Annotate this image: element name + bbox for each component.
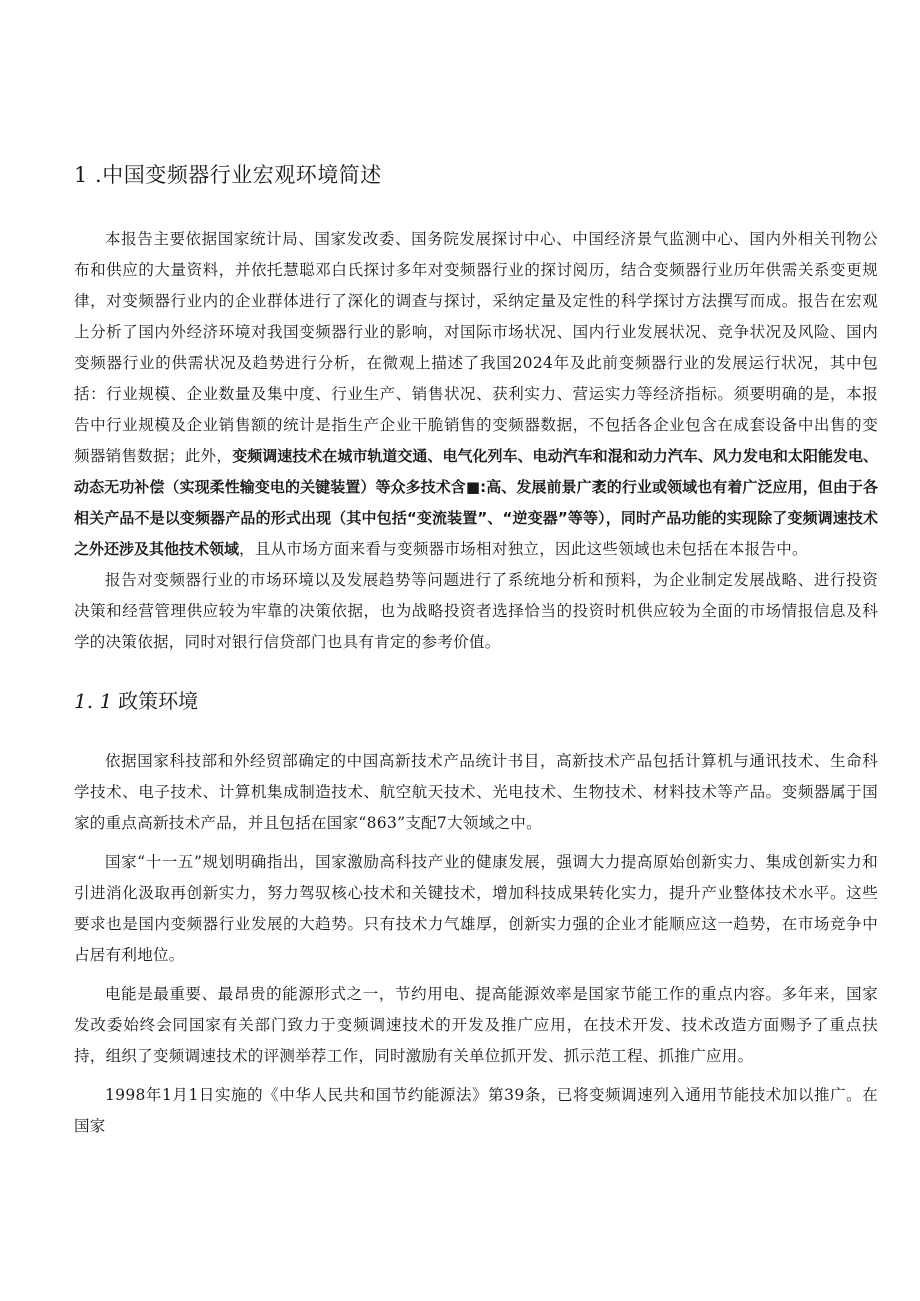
paragraph-report-purpose: 报告对变频器行业的市场环境以及发展趋势等问题进行了系统地分析和预料，为企业制定发展战略、进行投资决策和经营管理供应较为牢靠的决策依据，也为战略投资者选择恰当的投资时机供应较为全面的市场情报信息及科学的决策依据，同时对银行信贷部门也具有肯定的参考价值。 xyxy=(74,571,878,651)
paragraph-high-tech-catalog: 依据国家科技部和外经贸部确定的中国高新技术产品统计书目，高新技术产品包括计算机与通讯技术、生命科学技术、电子技术、计算机集成制造技术、航空航天技术、光电技术、生物技术、材料技术等产品。变频器属于国家的重点高新技术产品，并且包括在国家“863”支配7大领域之中。 xyxy=(74,752,878,832)
section-title: 1 .中国变频器行业宏观环境简述 xyxy=(74,163,382,187)
paragraph-energy-saving: 电能是最重要、最昂贵的能源形式之一，节约用电、提高能源效率是国家节能工作的重点内容。多年来，国家发改委始终会同国家有关部门致力于变频调速技术的开发及推广应用，在技术开发、技术改造方面赐予了重点扶持，组织了变频调速技术的评测举荐工作，同时激励有关单位抓开发、抓示范工程、抓推广应用。 xyxy=(74,985,878,1065)
paragraph-five-year-plan: 国家“十一五”规划明确指出，国家激励高科技产业的健康发展，强调大力提高原始创新实力、集成创新实力和引进消化汲取再创新实力，努力驾驭核心技术和关键技术，增加科技成果转化实力，提升产业整体技术水平。这些要求也是国内变频器行业发展的大趋势。只有技术力气雄厚，创新实力强的企业才能顺应这一趋势，在市场竞争中占居有利地位。 xyxy=(74,853,878,964)
paragraph-energy-law: 1998年1月1日实施的《中华人民共和国节约能源法》第39条，已将变频调速列入通用节能技术加以推广。在国家 xyxy=(74,1086,878,1135)
paragraph-report-basis-bold-run: 变频调速技术在城市轨道交通、电气化列车、电动汽车和混和动力汽车、风力发电和太阳能发电、动态无功补偿（实现柔性输变电的关键装置）等众多技术含■:高、发展前景广袤的行业或领域也有着广泛应用，但由于各相关产品不是以变频器产品的形式出现（其中包括“变流装置”、“逆变器”等等），同时产品功能的实现除了变频调速技术之外还涉及其他技术领域 xyxy=(74,447,878,558)
subsection-heading-text: 政策环境 xyxy=(118,689,199,713)
paragraph-report-basis xyxy=(74,224,878,565)
subsection-title xyxy=(74,686,198,716)
subsection-number: 1. 1 xyxy=(74,689,113,713)
paragraph-report-basis-text-c: ，且从市场方面来看与变频器市场相对独立，因此这些领域也未包括在本报告中。 xyxy=(239,540,808,558)
paragraph-report-basis-text-a: 本报告主要依据国家统计局、国家发改委、国务院发展探讨中心、中国经济景气监测中心、国内外相关刊物公布和供应的大量资料，并依托慧聪邓白氏探讨多年对变频器行业的探讨阅历，结合变频器行业历年供需关系变更规律，对变频器行业内的企业群体进行了深化的调查与探讨，采纳定量及定性的科学探讨方法撰写而成。报告在宏观上分析了国内外经济环境对我国变频器行业的影响，对国际市场状况、国内行业发展状况、竞争状况及风险、国内变频器行业的供需状况及趋势进行分析，在微观上描述了我国2024年及此前变频器行业的发展运行状况，其中包括：行业规模、企业数量及集中度、行业生产、销售状况、获利实力、营运实力等经济指标。须要明确的是，本报告中行业规模及企业销售额的统计是指生产企业干脆销售的变频器数据，不包括各企业包含在成套设备中出售的变频器销售数据；此外， xyxy=(74,230,878,465)
